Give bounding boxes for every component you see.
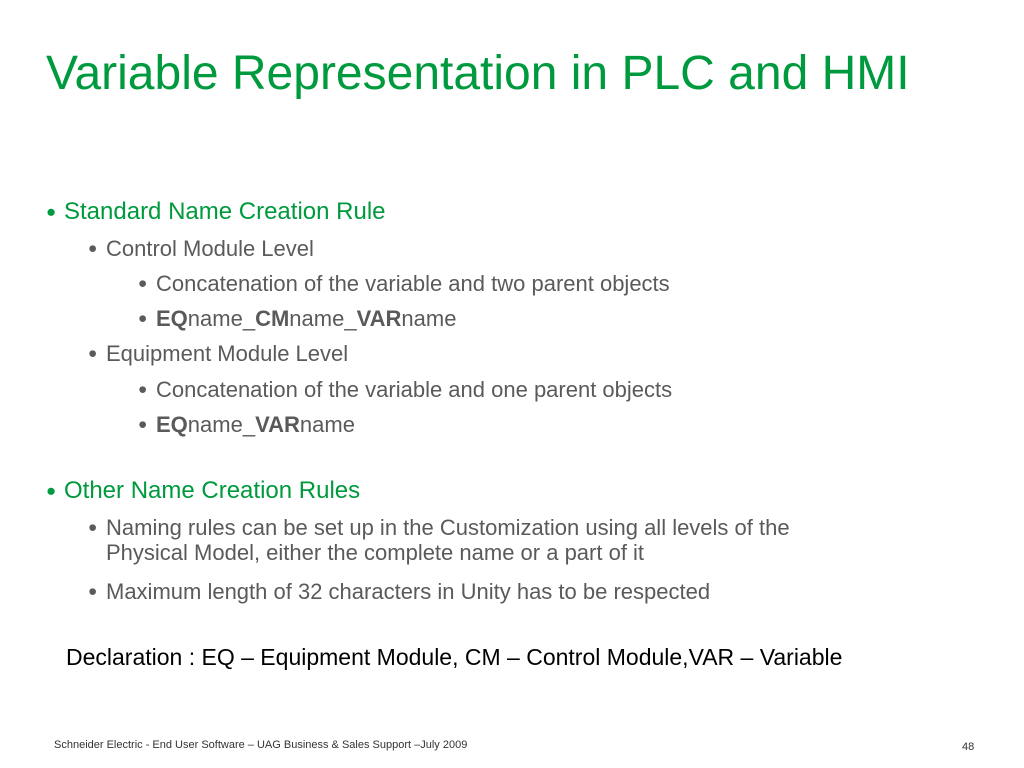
- bullet-equipment-module-level: [88, 341, 986, 366]
- bullet-dot-icon: ●: [88, 345, 98, 363]
- bullet-cm-name-pattern: [138, 306, 986, 331]
- pattern-name: name_: [187, 306, 256, 332]
- bullet-standard-name-rule: [46, 198, 986, 226]
- bullet-label: Control Module Level: [106, 235, 314, 261]
- pattern-var: VAR: [356, 306, 402, 332]
- bullet-dot-icon: ●: [88, 582, 98, 600]
- pattern-name: name_: [187, 412, 256, 438]
- bullet-label: Concatenation of the variable and one parent objects: [156, 376, 673, 402]
- pattern-eq: EQ: [156, 306, 188, 332]
- bullet-dot-icon: ●: [88, 518, 98, 536]
- bullet-cm-concatenation: [138, 271, 986, 296]
- bullet-other-name-rules: [46, 477, 986, 505]
- bullet-naming-rules-customization: [88, 515, 986, 566]
- bullet-label-line1: Naming rules can be set up in the Customization using all levels of the: [106, 514, 790, 540]
- bullet-label: Concatenation of the variable and two parent objects: [156, 270, 670, 296]
- pattern-eq: EQ: [156, 412, 188, 438]
- pattern-name: name: [401, 306, 457, 332]
- declaration-legend: Declaration : EQ – Equipment Module, CM – Control Module,VAR – Variable: [66, 644, 843, 670]
- bullet-dot-icon: ●: [46, 202, 57, 221]
- page-number: 48: [962, 741, 975, 753]
- pattern-cm: CM: [255, 306, 290, 332]
- slide-title: Variable Representation in PLC and HMI: [46, 47, 910, 100]
- bullet-dot-icon: ●: [46, 481, 57, 501]
- bullet-control-module-level: [88, 236, 986, 261]
- bullet-dot-icon: ●: [138, 380, 148, 398]
- bullet-label-line2: Physical Model, either the complete name or a part of it: [106, 540, 645, 566]
- pattern-name: name_: [289, 306, 357, 332]
- pattern-name: name: [299, 412, 355, 438]
- bullet-label: Other Name Creation Rules: [64, 477, 361, 505]
- bullet-dot-icon: ●: [88, 239, 98, 257]
- bullet-label: Maximum length of 32 characters in Unity has to be respected: [106, 578, 711, 604]
- bullet-dot-icon: ●: [138, 274, 148, 292]
- bullet-dot-icon: ●: [138, 310, 148, 328]
- bullet-em-concatenation: [138, 377, 986, 402]
- bullet-list: [46, 198, 986, 614]
- footer-text: Schneider Electric - End User Software – UAG Business & Sales Support –July 2009: [54, 739, 468, 751]
- bullet-em-name-pattern: [138, 412, 986, 437]
- bullet-label: Equipment Module Level: [106, 341, 349, 367]
- bullet-max-length: [88, 579, 986, 604]
- pattern-var: VAR: [255, 412, 300, 438]
- bullet-dot-icon: ●: [138, 416, 148, 434]
- bullet-label: Standard Name Creation Rule: [64, 198, 386, 225]
